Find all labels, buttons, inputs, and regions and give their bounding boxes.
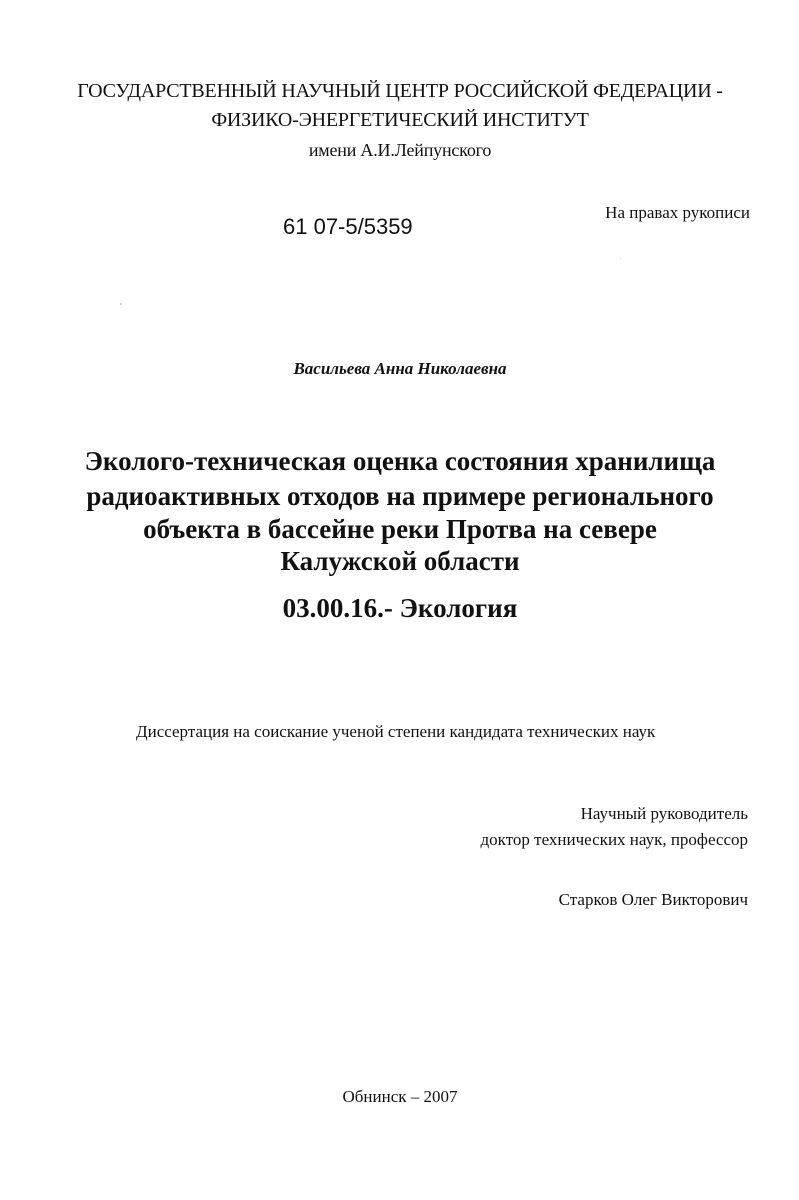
institution-name-line-1: ГОСУДАРСТВЕННЫЙ НАУЧНЫЙ ЦЕНТР РОССИЙСКОЙ ФЕДЕРАЦИИ - <box>77 80 723 102</box>
institution-name-line-2: ФИЗИКО-ЭНЕРГЕТИЧЕСКИЙ ИНСТИТУТ <box>211 109 589 131</box>
dissertation-degree-line: Диссертация на соискание ученой степени кандидата технических наук <box>136 722 656 741</box>
specialty-code: 03.00.16.- Экология <box>282 593 518 623</box>
city-year: Обнинск – 2007 <box>342 1087 458 1106</box>
thesis-title-line-4: Калужской области <box>280 546 520 576</box>
thesis-title-line-2: радиоактивных отходов на примере регионального <box>86 481 714 511</box>
advisor-degree: доктор технических наук, профессор <box>480 830 748 849</box>
institution-name-line-3: имени А.И.Лейпунского <box>308 140 492 160</box>
advisor-label: Научный руководитель <box>580 804 748 823</box>
thesis-title-line-1: Эколого-техническая оценка состояния хранилища <box>84 446 716 476</box>
thesis-title-line-3: объекта в бассейне реки Протва на севере <box>143 514 657 544</box>
manuscript-rights-note: На правах рукописи <box>605 203 750 222</box>
registry-number: 61 07-5/5359 <box>283 214 413 239</box>
scan-speck <box>120 303 122 305</box>
scan-speck <box>620 258 621 259</box>
author-name: Васильева Анна Николаевна <box>293 359 507 378</box>
advisor-name: Старков Олег Викторович <box>558 890 748 909</box>
